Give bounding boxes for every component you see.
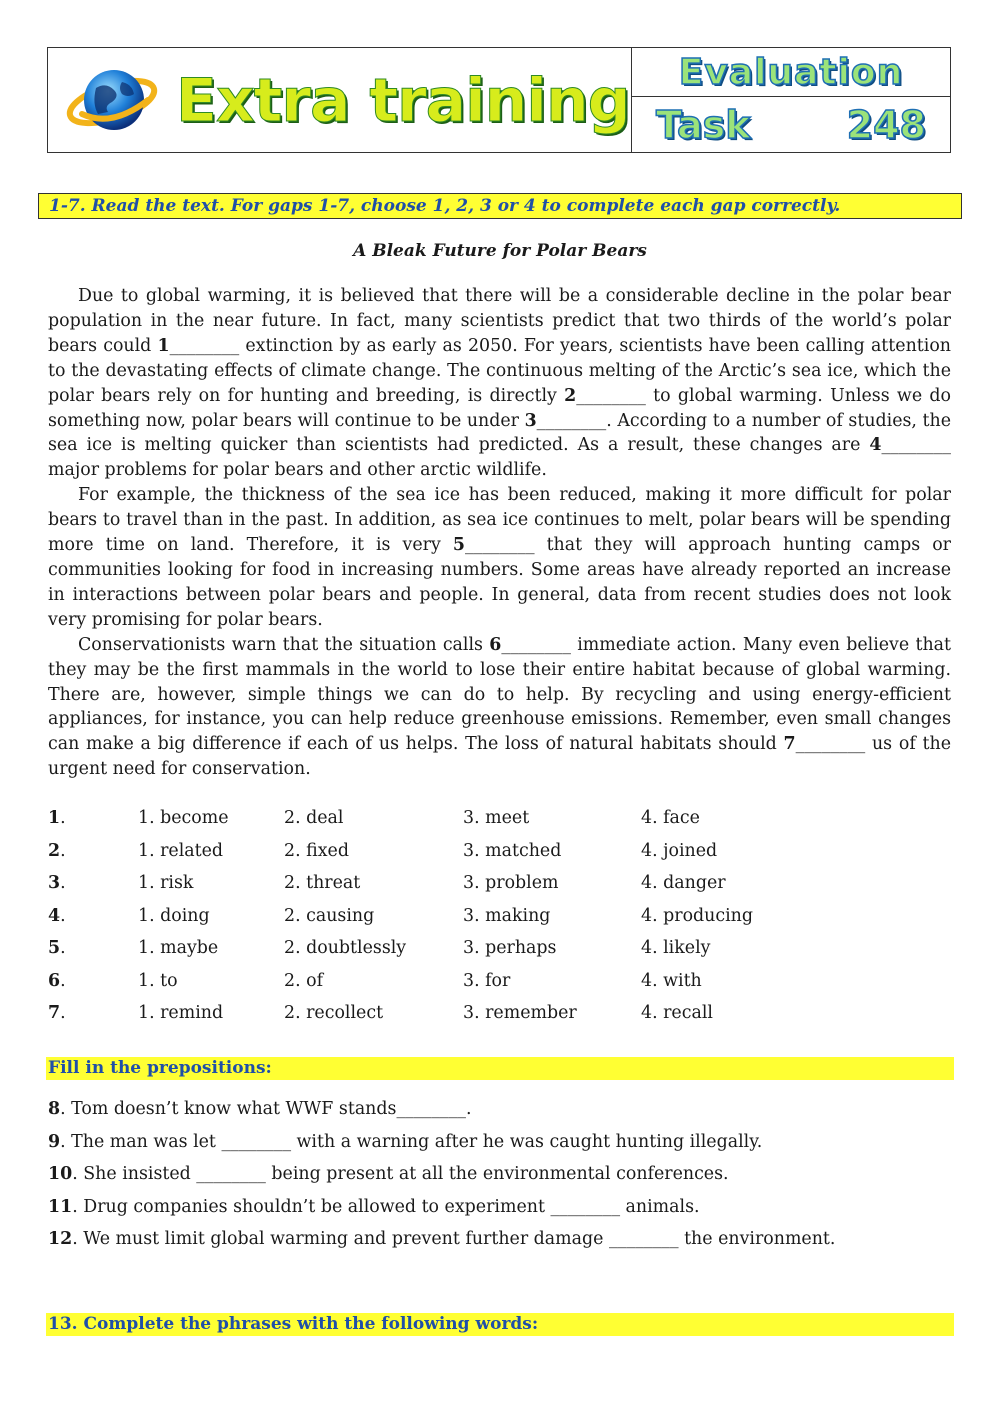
brand-title: Extra training bbox=[176, 66, 630, 136]
option-4[interactable]: 4. producing bbox=[641, 905, 754, 926]
gap-number: 4 bbox=[869, 435, 882, 456]
option-2[interactable]: 2. doubtlessly bbox=[284, 938, 407, 958]
text-segment: ________ major problems for polar bears and other arctic wildlife. bbox=[48, 435, 951, 481]
option-3[interactable]: 3. matched bbox=[463, 840, 562, 861]
option-3[interactable]: 3. problem bbox=[463, 873, 559, 893]
text-segment: ________ to global warming. Unless we do something now, polar bears will continue to be under bbox=[48, 385, 951, 431]
option-4[interactable]: 4. with bbox=[641, 970, 702, 991]
question-dot: . bbox=[60, 873, 66, 893]
option-3[interactable]: 3. making bbox=[463, 905, 551, 926]
list-item bbox=[48, 1164, 951, 1197]
text-segment: For example, the thickness of the sea ice has been reduced, making it more difficult for polar bears to travel than in the past. In addition, as sea ice continues to melt, polar bears will be spending more time on land. Therefore, it is very bbox=[48, 485, 951, 556]
section2-heading: Fill in the prepositions: bbox=[46, 1057, 954, 1080]
option-3[interactable]: 3. for bbox=[463, 970, 511, 991]
option-4[interactable]: 4. likely bbox=[641, 938, 711, 958]
option-row bbox=[48, 906, 948, 939]
item-number: 10 bbox=[48, 1164, 73, 1184]
task-label: Task bbox=[656, 102, 751, 147]
question-number: 5 bbox=[48, 938, 61, 958]
paragraph-3 bbox=[48, 633, 951, 782]
prepositions-list bbox=[48, 1099, 951, 1262]
question-number: 4 bbox=[48, 905, 61, 926]
text-segment: ________. According to a number of studies, the sea ice is melting quicker than scientists had predicted. As a result, these changes are bbox=[48, 410, 952, 456]
option-2[interactable]: 2. of bbox=[284, 970, 324, 991]
paragraph-1 bbox=[48, 284, 951, 483]
section1-instruction: 1-7. Read the text. For gaps 1-7, choose 1, 2, 3 or 4 to complete each gap correctly. bbox=[38, 193, 962, 219]
item-text: . Tom doesn’t know what WWF stands________. bbox=[60, 1099, 472, 1119]
evaluation-label: Evaluation bbox=[678, 51, 904, 93]
item-text: . She insisted ________ being present at all the environmental conferences. bbox=[72, 1164, 729, 1184]
option-2[interactable]: 2. recollect bbox=[284, 1003, 384, 1023]
question-number: 3 bbox=[48, 873, 61, 893]
task-info bbox=[632, 48, 950, 152]
item-text: . The man was let ________ with a warning after he was caught hunting illegally. bbox=[60, 1131, 763, 1152]
option-1[interactable]: 1. doing bbox=[138, 905, 210, 926]
gap-number: 6 bbox=[489, 634, 502, 655]
option-3[interactable]: 3. perhaps bbox=[463, 938, 557, 958]
gap-number: 2 bbox=[564, 385, 577, 406]
option-row bbox=[48, 938, 948, 971]
option-2[interactable]: 2. fixed bbox=[284, 840, 349, 861]
option-2[interactable]: 2. deal bbox=[284, 808, 344, 828]
question-dot: . bbox=[60, 938, 66, 958]
option-1[interactable]: 1. related bbox=[138, 840, 224, 861]
option-1[interactable]: 1. remind bbox=[138, 1003, 224, 1023]
option-4[interactable]: 4. danger bbox=[641, 873, 726, 893]
worksheet-header bbox=[47, 47, 951, 153]
section3-heading: 13. Complete the phrases with the following words: bbox=[46, 1313, 954, 1336]
option-row bbox=[48, 873, 948, 906]
brand-area bbox=[48, 48, 632, 152]
question-number: 6 bbox=[48, 970, 61, 991]
text-segment: ________ us of the urgent need for conservation. bbox=[48, 734, 951, 780]
option-row bbox=[48, 971, 948, 1004]
item-number: 11 bbox=[48, 1196, 73, 1217]
option-row bbox=[48, 841, 948, 874]
gap-number: 7 bbox=[783, 734, 796, 755]
gap-number: 5 bbox=[452, 535, 465, 556]
list-item bbox=[48, 1099, 951, 1132]
option-4[interactable]: 4. joined bbox=[641, 840, 718, 861]
text-segment: Conservationists warn that the situation calls bbox=[78, 634, 490, 655]
option-4[interactable]: 4. face bbox=[641, 808, 700, 828]
answer-options-table bbox=[48, 808, 948, 1036]
question-number: 7 bbox=[48, 1003, 61, 1023]
list-item bbox=[48, 1132, 951, 1165]
list-item bbox=[48, 1229, 951, 1262]
item-text: . We must limit global warming and prevent further damage ________ the environment. bbox=[72, 1229, 836, 1249]
option-3[interactable]: 3. remember bbox=[463, 1003, 577, 1023]
gap-number: 3 bbox=[524, 410, 537, 431]
option-1[interactable]: 1. become bbox=[138, 808, 229, 828]
globe-icon bbox=[64, 62, 160, 140]
question-dot: . bbox=[60, 840, 66, 861]
option-row bbox=[48, 1003, 948, 1036]
text-segment: ________ immediate action. Many even believe that they may be the first mammals in the world to lose their entire habitat because of global warming. There are, however, simple things we can do to help. By recycling and using energy-efficient appliances, for instance, you can help reduce greenhouse emissions. Remember, even small changes can make a big difference if each of us helps. The loss of natural habitats should bbox=[48, 634, 952, 755]
item-text: . Drug companies shouldn’t be allowed to experiment ________ animals. bbox=[72, 1196, 700, 1217]
option-1[interactable]: 1. risk bbox=[138, 873, 194, 893]
question-dot: . bbox=[60, 1003, 66, 1023]
option-3[interactable]: 3. meet bbox=[463, 808, 530, 828]
list-item bbox=[48, 1197, 951, 1230]
question-number: 1 bbox=[48, 808, 61, 828]
gap-number: 1 bbox=[157, 335, 170, 356]
question-dot: . bbox=[60, 808, 66, 828]
reading-passage bbox=[48, 284, 951, 782]
text-segment: ________ extinction by as early as 2050. For years, scientists have been calling attention to the devastating effects of climate change. The continuous melting of the Arctic’s sea ice, which the polar bears rely on for hunting and breeding, is directly bbox=[48, 335, 951, 406]
option-row bbox=[48, 808, 948, 841]
option-2[interactable]: 2. threat bbox=[284, 873, 361, 893]
text-segment: ________ that they will approach hunting camps or communities looking for food in increasing numbers. Some areas have already reported an increase in interactions between polar bears and people. In general, data from recent studies does not look very promising for polar bears. bbox=[48, 535, 951, 630]
text-segment: Due to global warming, it is believed that there will be a considerable decline in the polar bear population in the near future. In fact, many scientists predict that two thirds of the world’s polar bears could bbox=[48, 286, 951, 356]
option-1[interactable]: 1. maybe bbox=[138, 938, 219, 958]
task-number: 248 bbox=[846, 102, 926, 147]
paragraph-2 bbox=[48, 483, 951, 632]
option-2[interactable]: 2. causing bbox=[284, 905, 375, 926]
item-number: 8 bbox=[48, 1099, 61, 1119]
item-number: 12 bbox=[48, 1229, 73, 1249]
question-number: 2 bbox=[48, 840, 61, 861]
question-dot: . bbox=[60, 970, 66, 991]
question-dot: . bbox=[60, 905, 66, 926]
item-number: 9 bbox=[48, 1131, 61, 1152]
option-4[interactable]: 4. recall bbox=[641, 1003, 713, 1023]
option-1[interactable]: 1. to bbox=[138, 970, 178, 991]
passage-title: A Bleak Future for Polar Bears bbox=[353, 241, 647, 261]
